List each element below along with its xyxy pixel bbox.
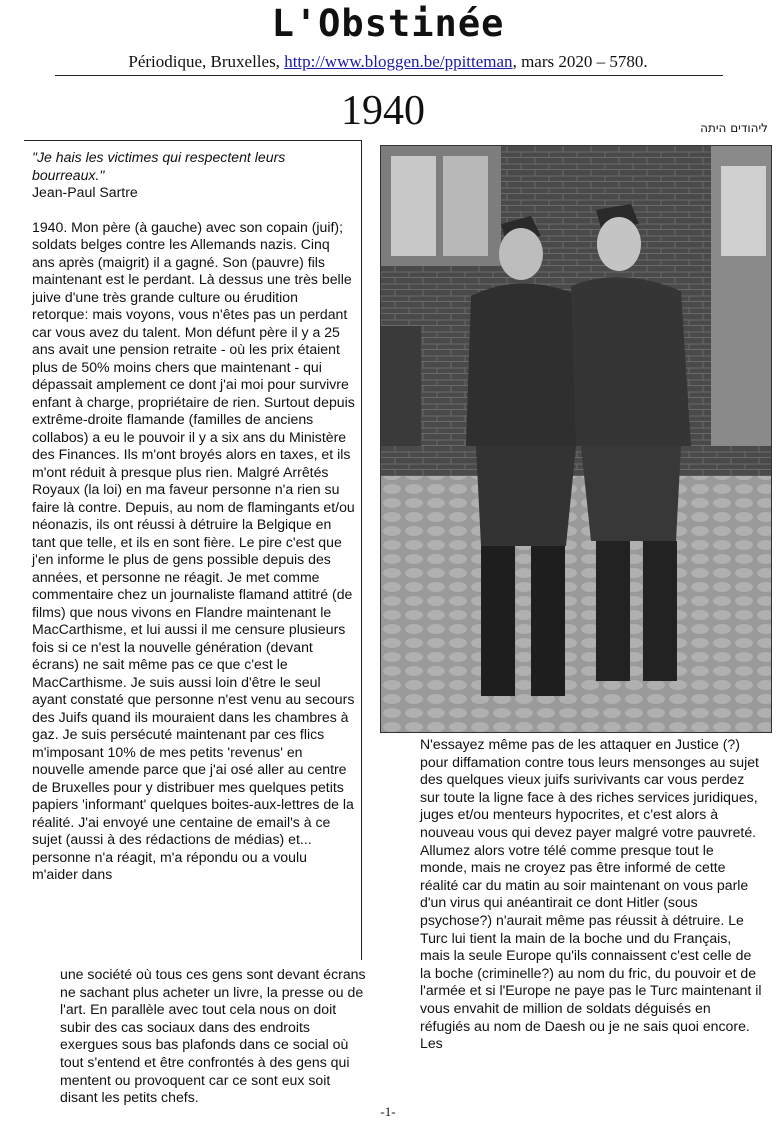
masthead-title: L'Obstinée [271, 2, 505, 45]
right-column-text: N'essayez même pas de les attaquer en Justice (?) pour diffamation contre tous leurs mensonges au sujet des quelques vieux juifs surivivants car vous perdez sur toute la ligne face à des riches services juridiques, juges et/ou menteurs hypocrites, et c'est alors à nouveau vous qui devez payer malgré votre pauvreté. Allumez alors votre télé comme presque tout le monde, mais ne croyez pas être informé de cette réalité car du matin au soir maintenant on vous parle d'un virus qui anéantirait ce dont Hitler (sous psychose?) n'aurait même pas réussit à détruire. Le Turc lui tient la main de la boche und du Français, mais la seule Europe qu'ils connaissent c'est celle de la boche (criminelle?) au nom du fric, du pouvoir et de l'armée et si l'Europe ne paye pas le Turc maintenant il vous envahit de million de soldats déguisés en réfugiés au nom de Daesh ou je ne sais quoi encore. Les [420, 736, 762, 1052]
blog-link[interactable]: http://www.bloggen.be/ppitteman [284, 52, 513, 71]
header-rule [55, 75, 723, 76]
subline-suffix: , mars 2020 – 5780. [512, 52, 648, 71]
publication-line [0, 52, 776, 72]
hebrew-caption: ליהודים היתה [700, 121, 768, 135]
bottom-left-text: une société où tous ces gens sont devant écrans ne sachant plus acheter un livre, la presse ou de l'art. En parallèle avec tout cela nous on doit subir des cas sociaux dans des endroits exergues sous bas plafonds dans ce social où tout s'entend et être confrontés à des gens qui mentent ou provoquent car ce sont eux soit disant les petits chefs. [60, 966, 366, 1106]
epigraph-author: Jean-Paul Sartre [32, 184, 138, 200]
left-column [24, 140, 362, 960]
page-number: -1- [380, 1104, 396, 1119]
left-column-text: 1940. Mon père (à gauche) avec son copain (juif); soldats belges contre les Allemands nazis. Cinq ans après (maigrit) il a gagné. Son (pauvre) fils maintenant est le perdant. Là dessus une très belle juive d'une très grande culture ou érudition retorque: mais voyons, vous n'êtes pas un perdant car vous avez du talent. Mon défunt père il y a 25 ans avait une pension retraite - où les prix étaient plus de 50% moins chers que maintenant - qui dépassait amplement ce dont j'ai moi pour survivre enfant à charge, propriétaire de rien. Surtout depuis extrême-droite flamande (familles de anciens collabos) a eu le pouvoir il y a six ans du Ministère des Finances. Ils m'ont broyés alors en taxes, et ils m'ont réduit à presque plus rien. Malgré Arrêtés Royaux (la loi) en ma faveur personne n'a rien su faire là contre. Depuis, au nom de flamingants et/ou néonazis, ils ont réussi à détruire la Belgique en tant que telle, et ils en sont fière. Le pire c'est que j'en informe le plus de gens possible depuis des années, et personne ne réagit. Je met comme commentaire chez un journaliste flamand attitré (de films) que nous vivons en Flandre maintenant le MacCarthisme, et lui aussi il me censure plusieurs fois si ce n'est la nouvelle génération (devant écrans) ne sait même pas ce que c'est le MacCarthisme. Je suis aussi loin d'être le seul ayant constaté que personne n'est venu au secours des Juifs quand ils mouraient dans les chambres à gaz. Je suis persécuté maintenant par ces flics m'imposant 10% de mes petits 'revenus' en nouvelle amende parce que j'ai osé aller au centre de Bruxelles pour y distribuer mes quelques petits papiers 'informant' quelques boites-aux-lettres de la réalité. J'ai envoyé une centaine de email's à ce sujet (aussi à des rédactions de médias) et... personne n'a réagit, m'a répondu ou a voulu m'aider dans [32, 218, 355, 882]
epigraph-quote: "Je hais les victimes qui respectent leurs bourreaux." [32, 149, 286, 183]
soldiers-photo [380, 145, 772, 733]
article-year-heading: 1940 [341, 88, 425, 134]
subline-prefix: Périodique, Bruxelles, [128, 52, 285, 71]
photo-illustration [381, 146, 772, 733]
